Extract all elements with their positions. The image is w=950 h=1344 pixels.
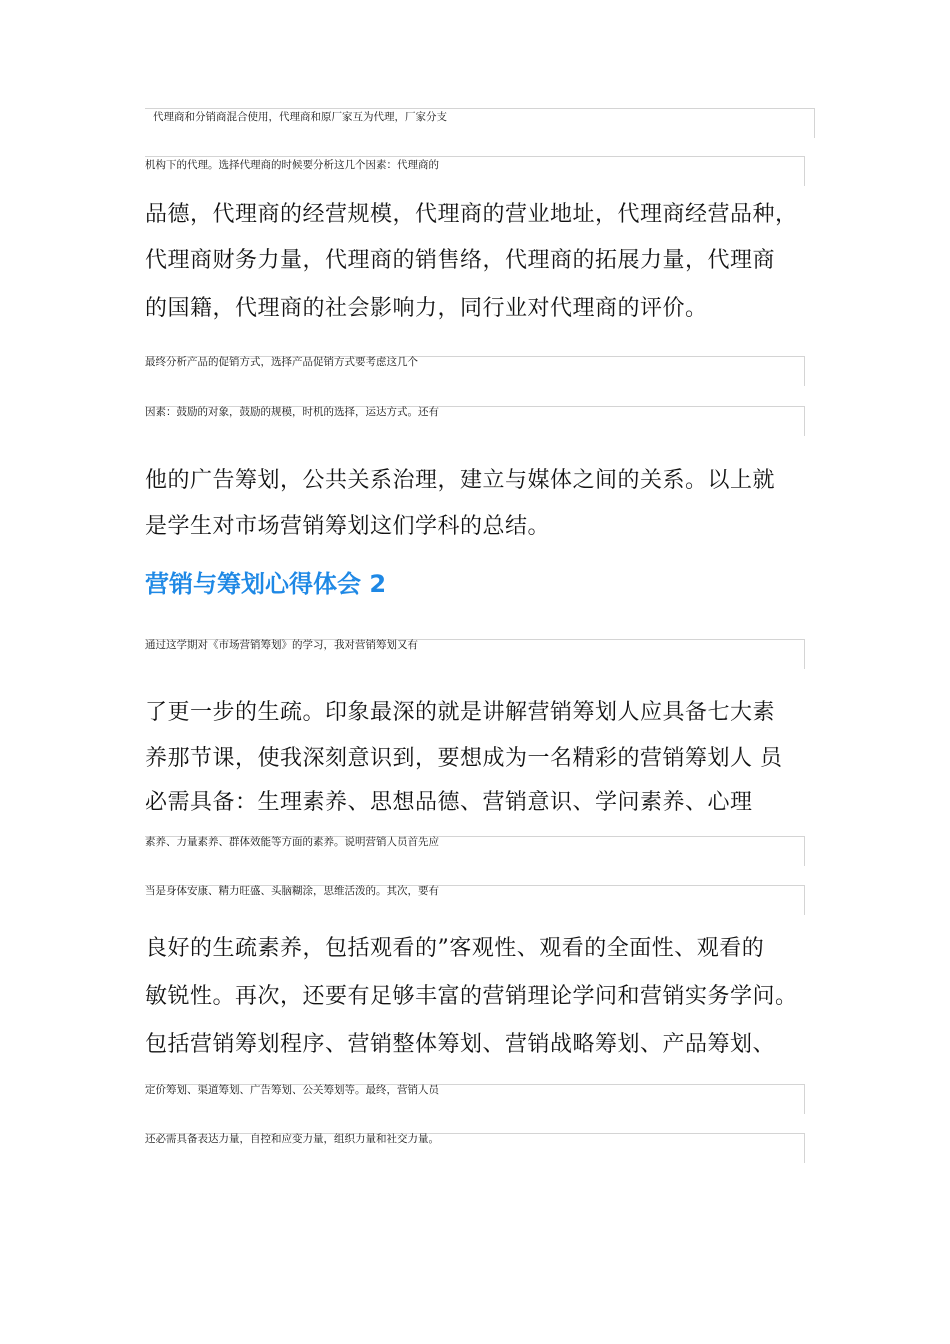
paragraph-line: 养那节课，使我深刻意识到，要想成为一名精彩的营销筹划人 员 — [145, 746, 783, 771]
small-text-line: 机构下的代理。选择代理商的时候要分析这几个因素：代理商的 — [145, 159, 439, 171]
text-box-line — [145, 108, 815, 138]
text-box-line — [145, 836, 805, 866]
paragraph-line: 是学生对市场营销筹划这们学科的总结。 — [145, 514, 551, 539]
small-text-line: 还必需具备表达力量，自控和应变力量，组织力量和社交力量。 — [145, 1133, 439, 1145]
section-heading: 营销与筹划心得体会 2 — [145, 570, 387, 598]
small-text-line: 当是身体安康、精力旺盛、头脑糊涂，思维活泼的。其次，要有 — [145, 885, 439, 897]
paragraph-line: 包括营销筹划程序、营销整体筹划、营销战略筹划、产品筹划、 — [145, 1032, 776, 1057]
small-text-line: 素养、力量素养、群体效能等方面的素养。说明营销人员首先应 — [145, 836, 439, 848]
paragraph-line: 了更一步的生疏。印象最深的就是讲解营销筹划人应具备七大素 — [145, 700, 776, 725]
small-text-line: 代理商和分销商混合使用，代理商和原厂家互为代理，厂家分支 — [153, 111, 447, 123]
paragraph-line: 他的广告筹划，公共关系治理，建立与媒体之间的关系。以上就 — [145, 468, 776, 493]
paragraph-line: 的国籍，代理商的社会影响力，同行业对代理商的评价。 — [145, 296, 708, 321]
small-text-line: 通过这学期对《市场营销筹划》的学习，我对营销筹划又有 — [145, 639, 418, 651]
small-text-line: 最终分析产品的促销方式，选择产品促销方式要考虑这几个 — [145, 356, 418, 368]
paragraph-line: 品德，代理商的经营规模，代理商的营业地址，代理商经营品种， — [145, 202, 798, 227]
small-text-line: 因素：鼓励的对象，鼓励的规模，时机的选择，运达方式。还有 — [145, 406, 439, 418]
paragraph-line: 良好的生疏素养，包括观看的”客观性、观看的全面性、观看的 — [145, 936, 765, 961]
text-box-line — [145, 1133, 805, 1163]
text-box-line — [145, 1084, 805, 1114]
text-box-line — [145, 356, 805, 386]
paragraph-line: 必需具备：生理素养、思想品德、营销意识、学问素养、心理 — [145, 790, 753, 815]
text-box-line — [145, 885, 805, 915]
text-box-line — [145, 406, 805, 436]
text-box-line — [145, 156, 805, 186]
paragraph-line: 代理商财务力量，代理商的销售络，代理商的拓展力量，代理商 — [145, 248, 776, 273]
text-box-line — [145, 639, 805, 669]
paragraph-line: 敏锐性。再次，还要有足够丰富的营销理论学问和营销实务学问。 — [145, 984, 798, 1009]
small-text-line: 定价筹划、渠道筹划、广告筹划、公关筹划等。最终，营销人员 — [145, 1084, 439, 1096]
